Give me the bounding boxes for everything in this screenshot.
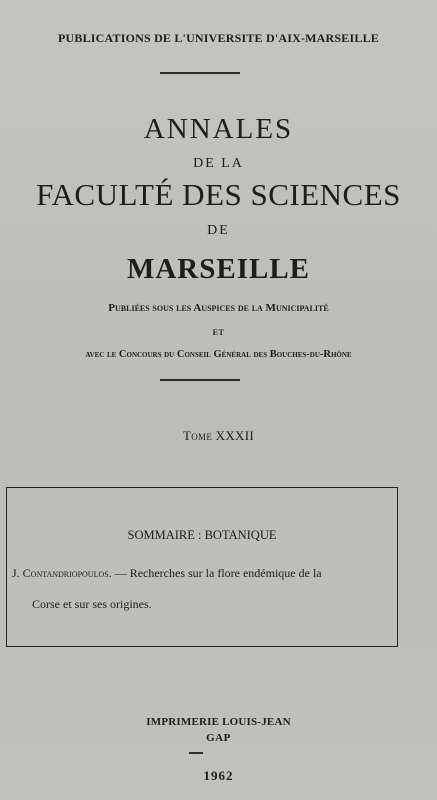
contents-heading: SOMMAIRE : BOTANIQUE: [127, 528, 277, 542]
title-faculte: FACULTÉ DES SCIENCES: [36, 177, 401, 212]
auspices-line: Publiées sous les Auspices de la Municipalité: [108, 302, 329, 314]
middle-divider: [160, 379, 240, 381]
publication-year: 1962: [203, 768, 234, 783]
auspices-et: ET: [212, 328, 225, 337]
entry-title-part1: — Recherches sur la flore endémique de la: [111, 566, 322, 580]
title-annales: ANNALES: [143, 113, 294, 145]
printer-city: GAP: [206, 732, 231, 744]
contents-box: [6, 487, 398, 647]
top-divider: [160, 72, 240, 74]
entry-title-part2: Corse et sur ses origines.: [32, 597, 152, 611]
title-de-la: DE LA: [193, 156, 244, 171]
contents-entry-line1: [12, 566, 322, 581]
bottom-divider: [189, 752, 203, 754]
series-header: PUBLICATIONS DE L'UNIVERSITE D'AIX-MARSEILLE: [58, 31, 379, 45]
title-marseille: MARSEILLE: [126, 253, 311, 285]
volume-number: Tome XXXII: [182, 428, 254, 443]
concours-line: avec le Concours du Conseil Général des Bouches-du-Rhône: [85, 349, 352, 360]
title-de: DE: [207, 223, 230, 238]
printer-name: IMPRIMERIE LOUIS-JEAN: [146, 716, 291, 728]
entry-author: J. Contandriopoulos.: [12, 566, 112, 580]
